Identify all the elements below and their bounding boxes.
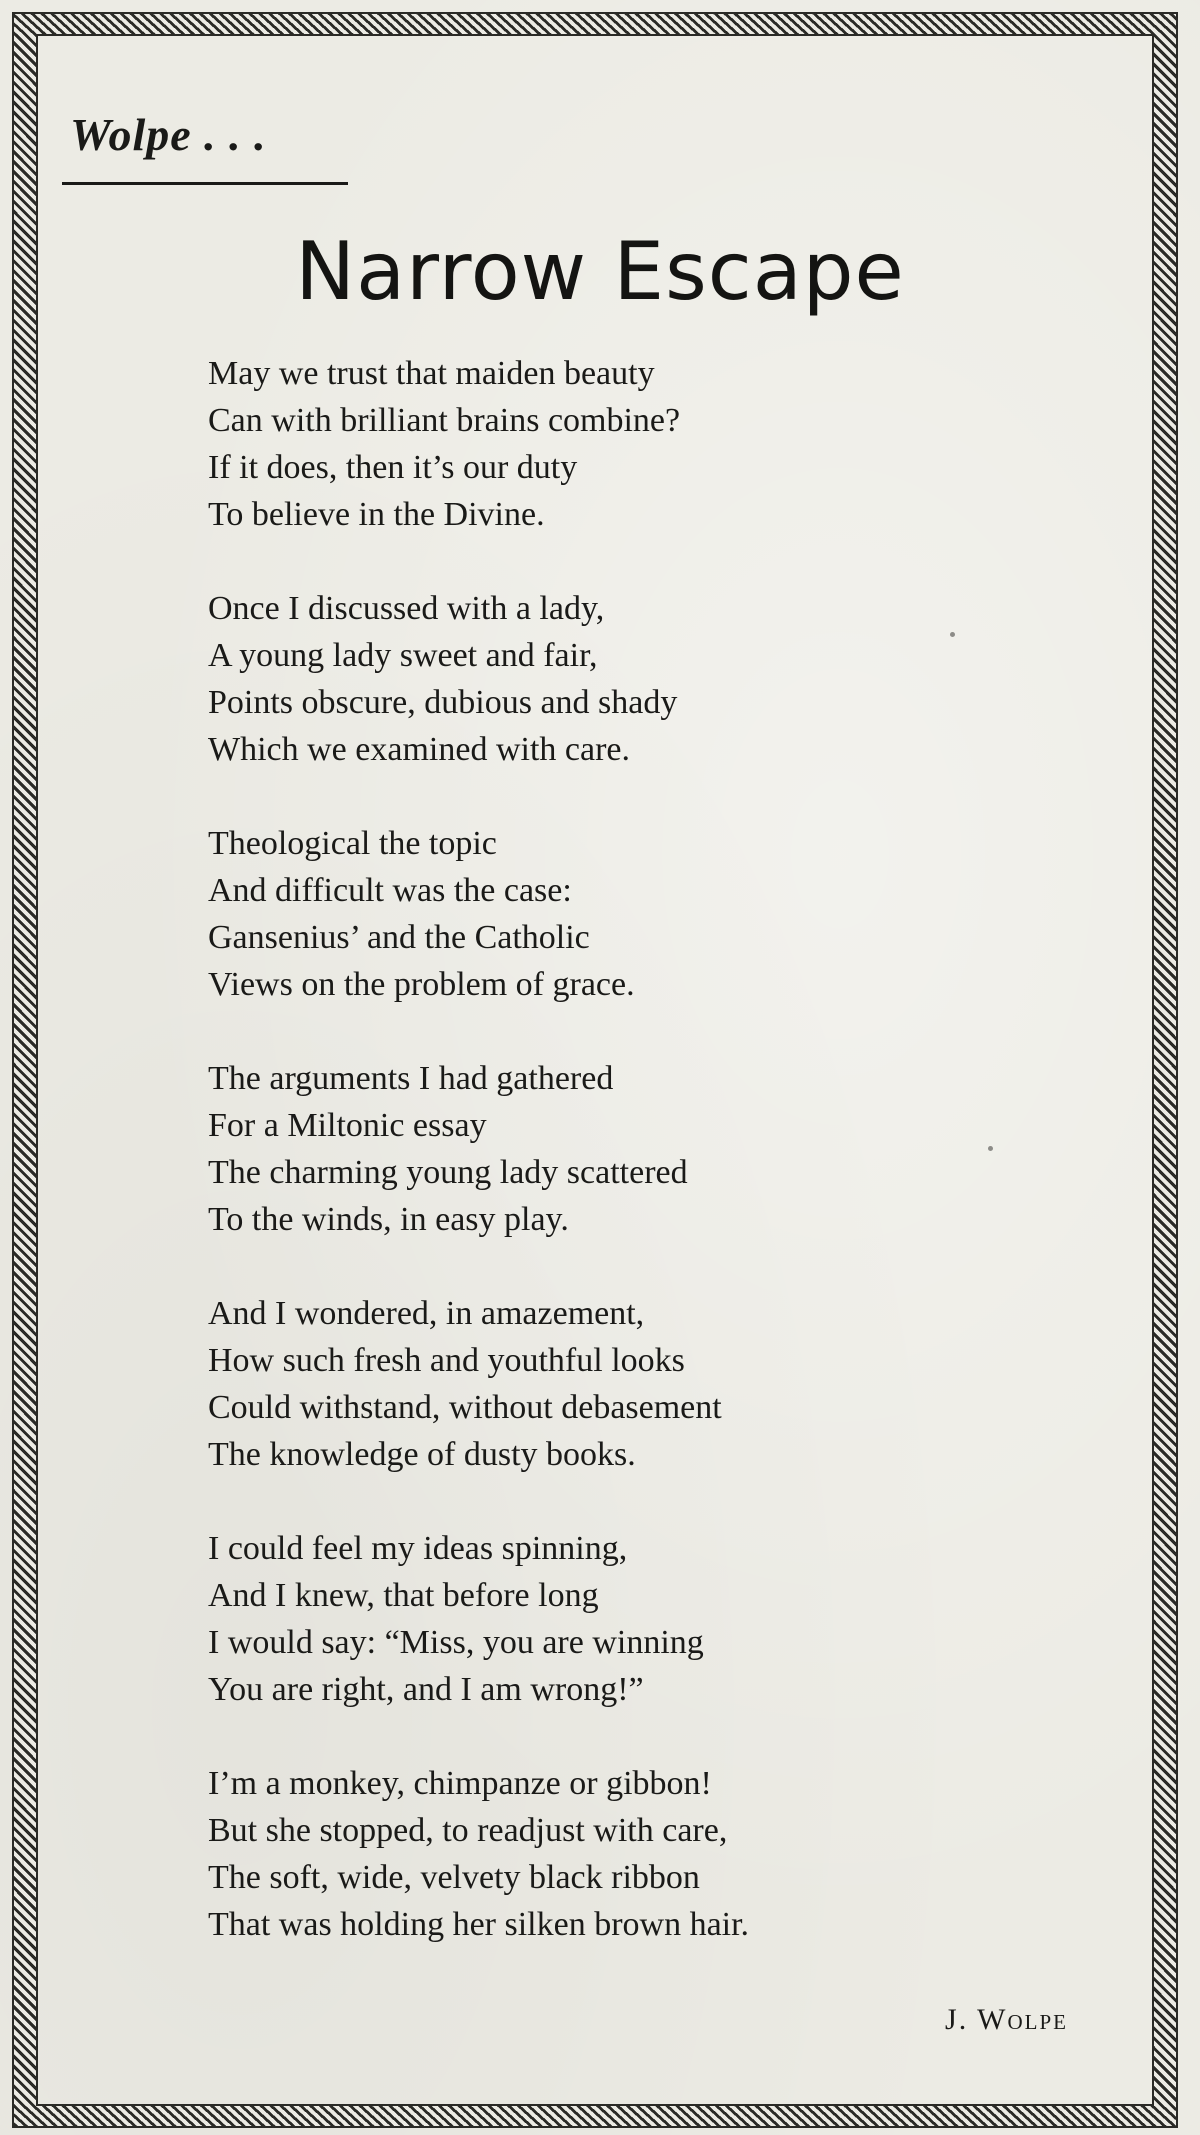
poem-line: You are right, and I am wrong!” <box>208 1671 644 1708</box>
stanza <box>208 1525 1008 1713</box>
author-signature: J. Wolpe <box>945 2003 1068 2036</box>
poem-line: I’m a monkey, chimpanze or gibbon! <box>208 1765 712 1802</box>
poem-line: Theological the topic <box>208 825 497 862</box>
poem-body <box>208 350 1008 1995</box>
poem-line: The charming young lady scattered <box>208 1154 688 1191</box>
poem-line: And I knew, that before long <box>208 1577 599 1614</box>
poem-line: Which we examined with care. <box>208 731 630 768</box>
poem-line: May we trust that maiden beauty <box>208 355 655 392</box>
poem-line: The soft, wide, velvety black ribbon <box>208 1859 700 1896</box>
poem-line: Views on the problem of grace. <box>208 966 635 1003</box>
poem-line: The arguments I had gathered <box>208 1060 614 1097</box>
poem-line: For a Miltonic essay <box>208 1107 487 1144</box>
poem-line: Could withstand, without debasement <box>208 1389 722 1426</box>
poem-line: Points obscure, dubious and shady <box>208 684 678 721</box>
poem-line: To believe in the Divine. <box>208 496 545 533</box>
byline: Wolpe . . . <box>70 109 267 160</box>
poem-line: Gansenius’ and the Catholic <box>208 919 590 956</box>
poem-line: To the winds, in easy play. <box>208 1201 569 1238</box>
poem-line: That was holding her silken brown hair. <box>208 1906 750 1943</box>
poem-line: But she stopped, to readjust with care, <box>208 1812 728 1849</box>
poem-line: How such fresh and youthful looks <box>208 1342 685 1379</box>
stanza <box>208 820 1008 1008</box>
poem-line: Can with brilliant brains combine? <box>208 402 681 439</box>
poem-line: A young lady sweet and fair, <box>208 637 598 674</box>
poem-line: The knowledge of dusty books. <box>208 1436 636 1473</box>
poem-title: Narrow Escape <box>295 225 905 318</box>
poem-line: I would say: “Miss, you are winning <box>208 1624 704 1661</box>
poem-line: Once I discussed with a lady, <box>208 590 605 627</box>
byline-underline <box>62 182 348 185</box>
stanza <box>208 1290 1008 1478</box>
poem-line: If it does, then it’s our duty <box>208 449 578 486</box>
poem-line: And I wondered, in amazement, <box>208 1295 645 1332</box>
stanza <box>208 585 1008 773</box>
poem-line: I could feel my ideas spinning, <box>208 1530 628 1567</box>
stanza <box>208 1760 1008 1948</box>
stanza <box>208 350 1008 538</box>
poem-line: And difficult was the case: <box>208 872 572 909</box>
stanza <box>208 1055 1008 1243</box>
